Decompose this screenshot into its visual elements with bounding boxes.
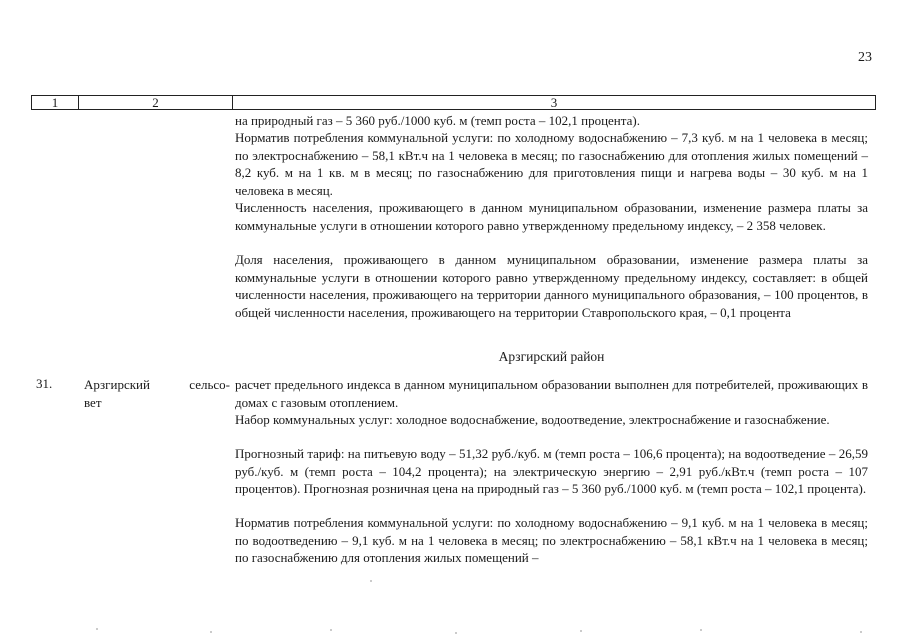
page-number: 23	[858, 50, 872, 65]
municipality-name-word1: Арзгирский	[84, 377, 150, 392]
district-heading: Арзгирский район	[498, 349, 605, 364]
row31-forecast-tariff: Прогнозный тариф: на питьевую воду – 51,32 руб./куб. м (темп роста – 106,6 процента); на водоотведение – 26,59 руб./куб. м (темп роста – 104,2 процента); на электрическую энергию – 2,91 руб./кВт.ч (темп роста – 107 процентов). Прогнозная розничная цена на природный газ – 5 360 руб./1000 куб. м (темп роста – 102,1 процента).	[235, 446, 868, 497]
row31-index-calculation: расчет предельного индекса в данном муниципальном образовании выполнен для потребителей, проживающих в домах с газовым отоплением.	[235, 377, 868, 410]
continued-population-share: Доля населения, проживающего в данном муниципальном образовании, изменение размера платы за коммунальные услуги в отношении которого равно утвержденному предельному индексу, составляет: в общей численности населения, проживающего на территории данного муниципального образования, – 100 процентов, в общей численности населения, проживающего на территории Ставропольского края, – 0,1 процента	[235, 252, 868, 320]
row-number: 31.	[36, 376, 53, 391]
row31-services-set: Набор коммунальных услуг: холодное водоснабжение, водоотведение, электроснабжение и газоснабжение.	[235, 412, 830, 427]
header-col-1: 1	[32, 96, 79, 109]
municipality-name-line2: вет	[84, 394, 102, 410]
continued-population: Численность населения, проживающего в данном муниципальном образовании, изменение размера платы за коммунальные услуги в отношении которого равно утвержденному предельному индексу, – 2 358 человек.	[235, 200, 868, 233]
header-col-2: 2	[79, 96, 233, 109]
continued-consumption-norm: Норматив потребления коммунальной услуги: по холодному водоснабжению – 7,3 куб. м на 1 человека в месяц; по электроснабжению – 58,1 кВт.ч на 1 человека в месяц; по газоснабжению для отопления жилых помещений – 8,2 куб. м на 1 кв. м в месяц; по газоснабжению для приготовления пищи и нагрева воды – 30 куб. м на 1 человека в месяц.	[235, 130, 868, 198]
municipality-name	[84, 376, 230, 411]
continued-gas-price: на природный газ – 5 360 руб./1000 куб. м (темп роста – 102,1 процента).	[235, 113, 640, 128]
header-col-3: 3	[550, 95, 558, 110]
municipality-name-word2: сельсо-	[189, 377, 230, 392]
table-header-row	[31, 95, 876, 110]
row31-consumption-norm: Норматив потребления коммунальной услуги: по холодному водоснабжению – 9,1 куб. м на 1 человека в месяц; по водоотведению – 9,1 куб. м на 1 человека в месяц; по электроснабжению – 58,1 кВт.ч на 1 человека в месяц; по газоснабжению для отопления жилых помещений –	[235, 515, 868, 566]
